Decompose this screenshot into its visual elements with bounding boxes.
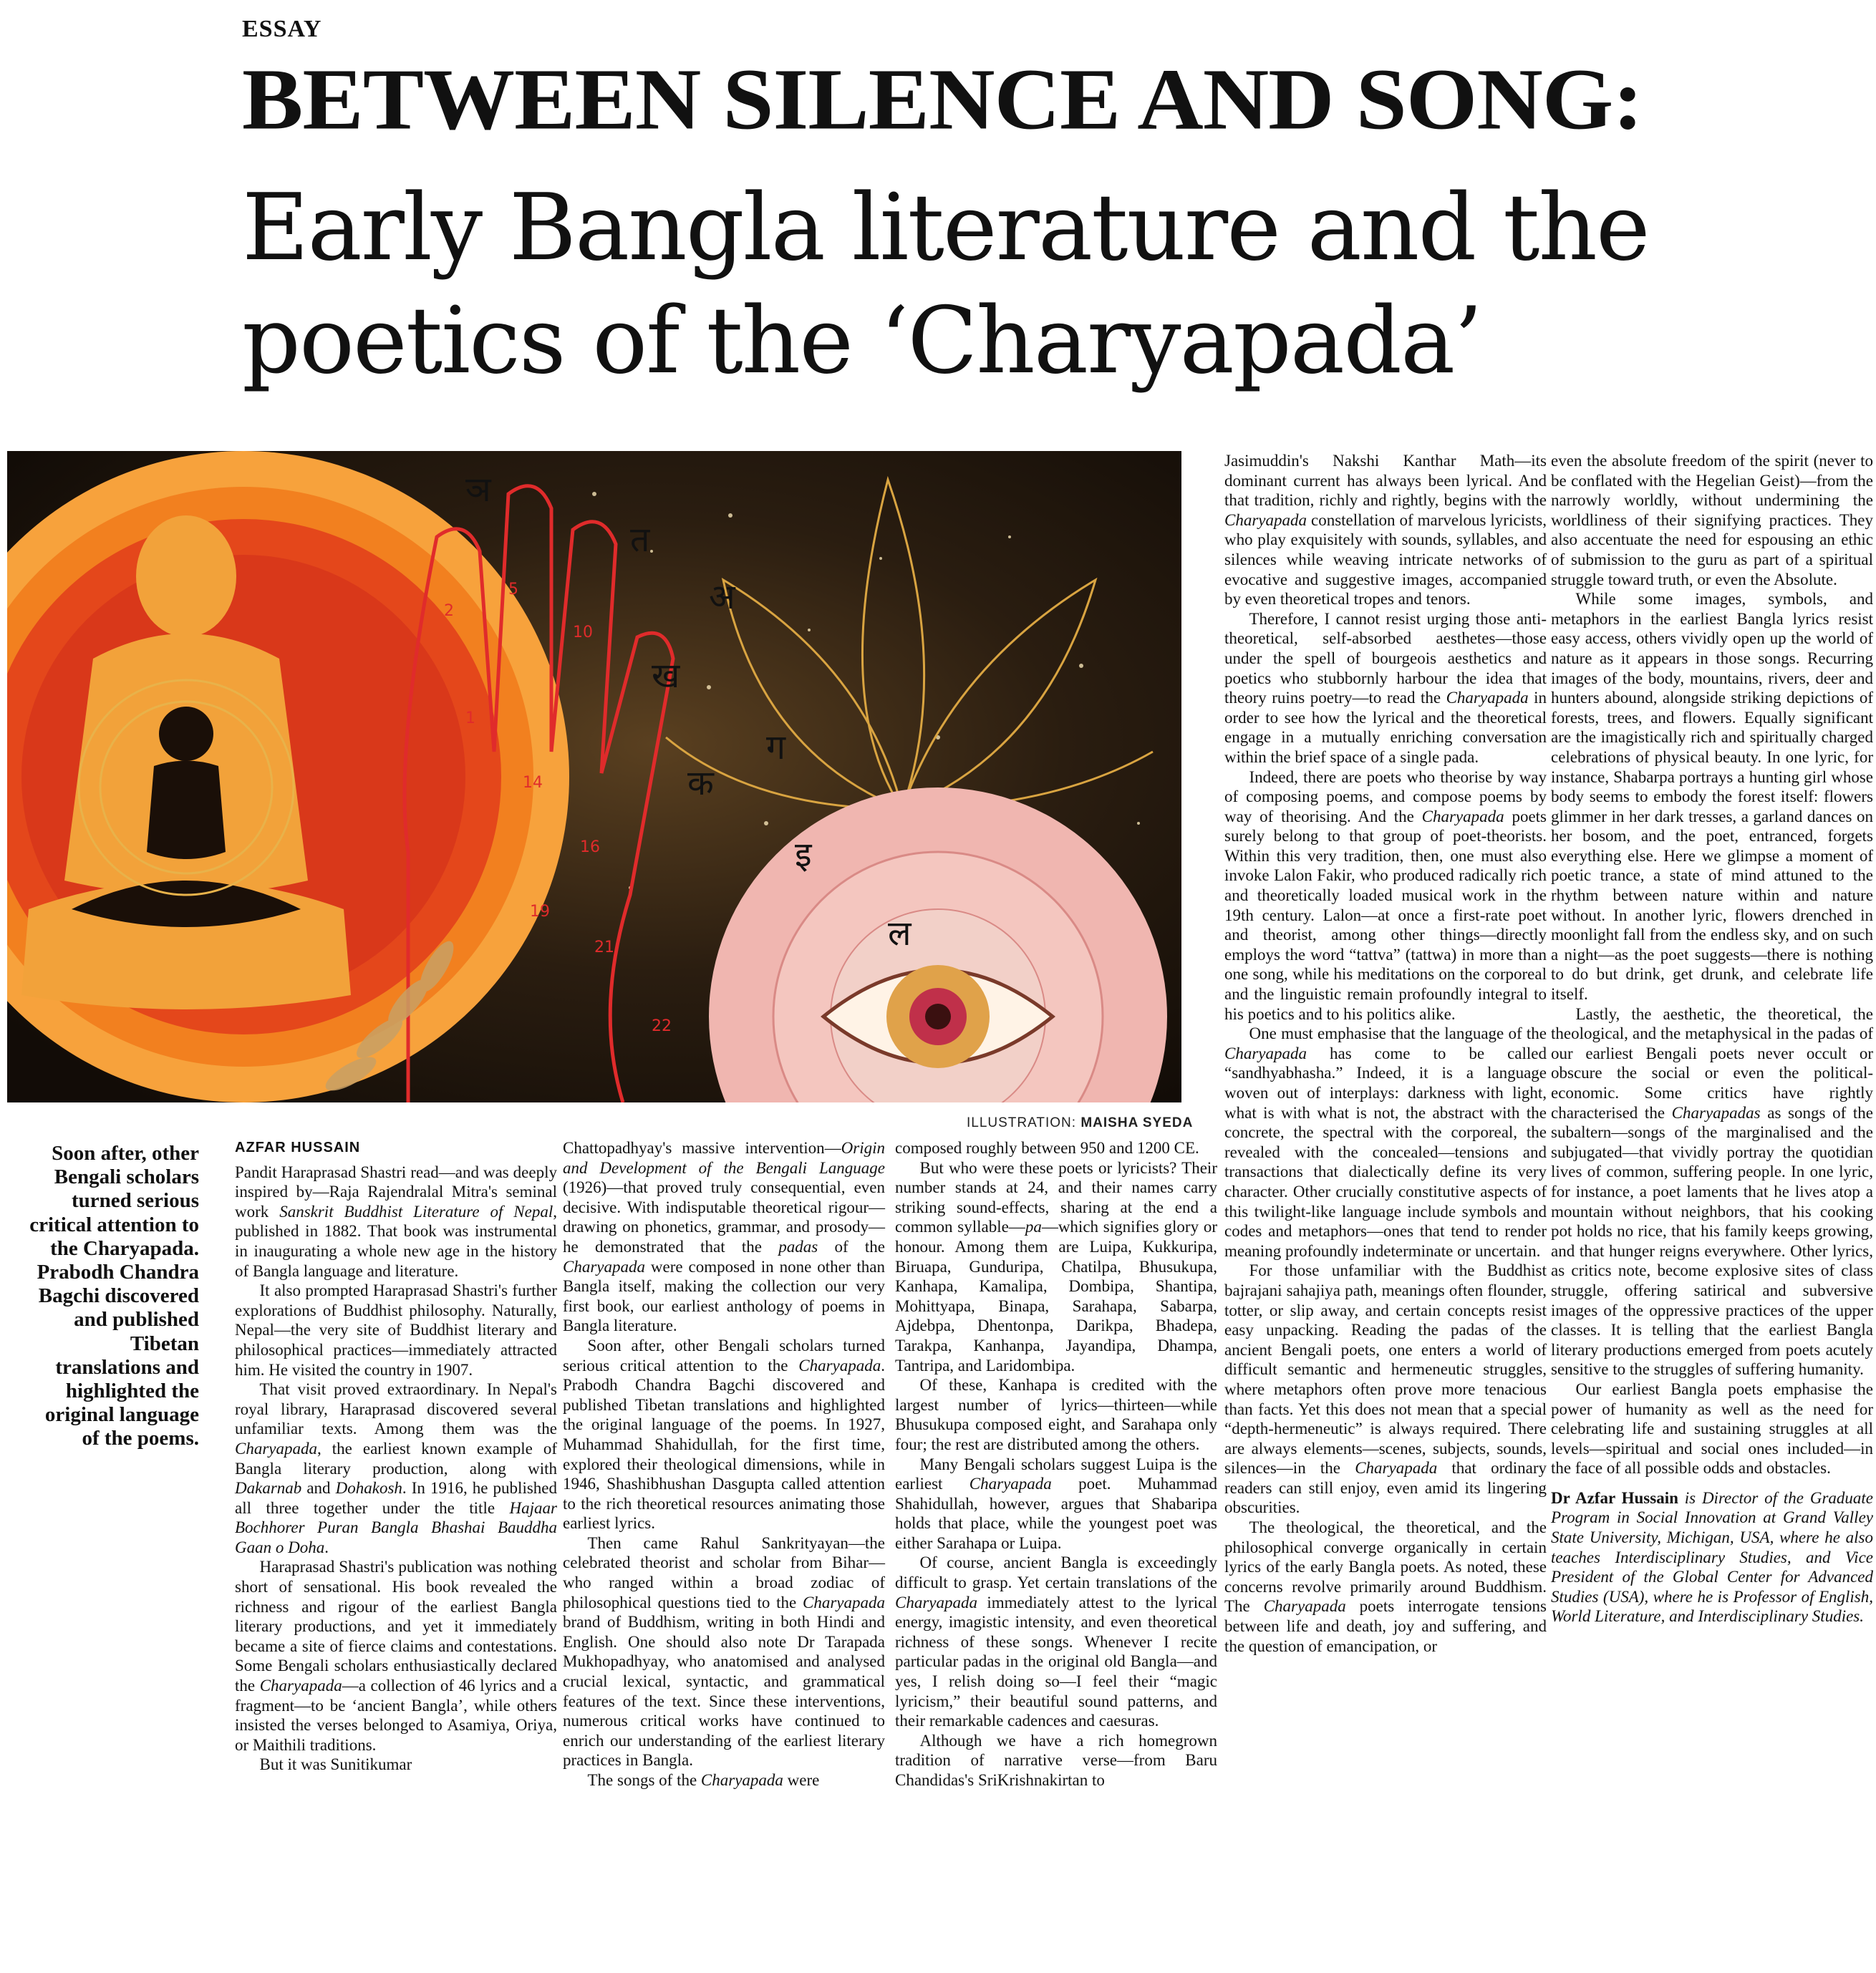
paragraph (235, 1281, 557, 1380)
svg-text:22: 22 (652, 1017, 672, 1035)
pull-quote: Soon after, other Bengali scholars turned serious critical attention to the Charyapada. Prabodh Chandra Bagchi discovered and published Tibetan translations and highlighted the original language of the poems. (29, 1142, 199, 1450)
svg-text:21: 21 (594, 939, 614, 956)
text-run: Our earliest Bangla poets emphasise the power of humanity as well as the need for celebrating life and sustaining struggles at all levels—spiritual and social ones included—in the face of all possible odds and obstacles. (1551, 1380, 1873, 1478)
svg-text:16: 16 (580, 838, 600, 856)
text-run: It also prompted Haraprasad Shastri's further explorations of Buddhist philosophy. Naturally, Nepal—the very site of Buddhist literary and philosophical practices—immediately attracted him. He visited the country in 1907. (235, 1281, 557, 1379)
text-run: —which signifies glory or honour. Among them are Luipa, Kukkuripa, Biruapa, Gunduripa, Chatilpa, Bhusukupa, Kanhapa, Kamalipa, Dombipa, Shantipa, Mohittyapa, Binapa, Sarahapa, Sabarpa, Ajdebpa, Dhentonpa, Darikpa, Bhadepa, Tarakpa, Kanhanpa, Jayandipa, Dhampa, Tantripa, and Laridombipa. (895, 1218, 1218, 1375)
text-run: For those unfamiliar with the Buddhist bajrajani sahajiya path, meanings often flounder, totter, or slip away, and certain concepts resist easy unpacking. Reading the padas of the ancient Bengali poets, one enters a world of difficult semantic and hermeneutic struggles, where metaphors often prove more tenacious than facts. Yet this does not mean that a special “depth-hermeneutic” is always required. There are always elements—scenes, subjects, sounds, silences—in the (1224, 1261, 1547, 1478)
svg-text:19: 19 (530, 903, 550, 921)
article-column-5 (1551, 451, 1873, 1627)
svg-text:10: 10 (573, 624, 593, 641)
paragraph (1551, 589, 1873, 1004)
italic-run: Charyapada (259, 1677, 342, 1695)
paragraph (895, 1158, 1217, 1376)
text-run: Of course, ancient Bangla is exceedingly difficult to grasp. Yet certain translations of the (895, 1553, 1217, 1592)
section-label: ESSAY (242, 16, 322, 42)
text-run: Then came Rahul Sankrityayan—the celebrated theorist and scholar from Bihar—who ranged within a broad zodiac of philosophical questions tied to the (563, 1533, 885, 1611)
article-column-4 (1224, 451, 1547, 1656)
text-run: of the (818, 1237, 886, 1256)
paragraph (563, 1138, 885, 1336)
paragraph (1224, 1261, 1547, 1518)
author-bio (1551, 1488, 1873, 1627)
column-body (895, 1138, 1217, 1790)
paragraph (1224, 451, 1547, 609)
text-run: While some images, symbols, and metaphors in the earliest Bangla lyrics resist easy access, others vividly open up the world of nature as it appears in those songs. Recurring images of the body, mountains, rivers, deer and hunters abound, alongside striking depictions of forests, trees, and flowers. Equally significant are the imagistically rich and spiritually charged celebrations of physical beauty. In one lyric, for instance, Shabarpa portrays a hunting girl whose body seems to embody the forest itself: flowers glimmer in her dark tresses, a garland dances on her bosom, and the poet, entranced, forgets everything else. Here we glimpse a moment of poetic trance, a state of mind attuned to the rhythm between nature within and nature without. In another lyric, flowers drenched in moonlight fall from the endless sky, and on such a night—as the poet suggests—there is nothing to do but drink, get drunk, and celebrate life itself. (1551, 590, 1873, 1004)
text-run: were (783, 1771, 820, 1789)
paragraph (895, 1455, 1217, 1553)
paragraph (563, 1533, 885, 1770)
text-run: Indeed, there are poets who theorise by way of composing poems, and compose poems by way of theorising. And the (1224, 767, 1547, 825)
text-run: Of these, Kanhapa is credited with the largest number of lyrics—thirteen—while Bhusukupa composed eight, and Sarahapa only four; the rest are distributed among the others. (895, 1376, 1217, 1453)
text-run: Jasimuddin's Nakshi Kanthar Math—its dominant current has always been lyrical. And that tradition, richly and rightly, begins with the (1224, 452, 1547, 510)
author-bio-text: is Director of the Graduate Program in Social Innovation at Grand Valley State University, Michigan, USA, where he also teaches Interdisciplinary Studies, and Vice President of the Global Center for Advanced Studies (USA), where he is Professor of English, World Literature, and Interdisciplinary Studies. (1551, 1488, 1874, 1626)
text-run: The theological, the theoretical, and the philosophical converge organically in certain lyrics of the early Bangla poets. As noted, these concerns revolve primarily around Buddhism. The (1224, 1518, 1547, 1616)
text-run: and (301, 1479, 336, 1498)
column-body (563, 1138, 885, 1790)
headline-kicker: BETWEEN SILENCE AND SONG: (242, 51, 1643, 147)
svg-text:इ: इ (795, 835, 812, 875)
italic-run: Charyapada (798, 1356, 881, 1375)
svg-text:2: 2 (444, 602, 454, 620)
text-run: (1926)—that proved truly consequential, even decisive. With indisputable theoretical rigour—drawing on phonetics, grammar, and prosody—he demonstrated that the (563, 1178, 885, 1256)
text-run: One must emphasise that the language of the (1249, 1024, 1547, 1043)
text-run: . (324, 1538, 329, 1556)
illustration-credit (967, 1115, 1193, 1131)
text-run: —a collection of 46 lyrics and a fragment—to be ‘ancient Bangla’, while others insisted the verses belonged to Asamiya, Oriya, or Maithili traditions. (235, 1677, 557, 1754)
italic-run: pa (1025, 1218, 1042, 1236)
svg-text:5: 5 (508, 581, 518, 598)
credit-prefix: ILLUSTRATION: (967, 1115, 1077, 1130)
text-run: has come to be called “sandhyabhasha.” Indeed, it is a language woven out of interplays: darkness with light, what is with what is not, the abstract with the concrete, the spectral with the corporeal, the revealed with the concealed—tensions and transactions that dialectically define its very character. Other crucially constitutive aspects of this twilight-like language include symbols and codes and metaphors—ones that tend to render meaning profoundly indeterminate or uncertain. (1224, 1044, 1547, 1260)
text-run: immediately attest to the lyrical energy, imagistic intensity, and even theoretical richness of these songs. Whenever I recite particular padas in the original old Bangla—and yes, I relish doing so—I feel their “magic lyricism,” their beautiful sound patterns, and their remarkable cadences and caesuras. (895, 1593, 1217, 1730)
svg-text:14: 14 (523, 774, 543, 792)
author-name: Dr Azfar Hussain (1551, 1488, 1678, 1507)
text-run: , published in 1882. That book was instrumental in inaugurating a whole new age in the history of Bangla language and literature. (235, 1202, 557, 1280)
paragraph (1551, 451, 1873, 589)
italic-run: Charyapada (1421, 807, 1504, 825)
text-run: were composed in none other than Bangla itself, making the collection our very first book, our earliest anthology of poems in Bangla literature. (563, 1257, 885, 1335)
article-column-2 (563, 1138, 885, 1790)
text-run: poets interrogate tensions between life and death, joy and suffering, and the question of emancipation, or (1224, 1597, 1547, 1655)
italic-run: Sanskrit Buddhist Literature of Nepal (279, 1202, 553, 1221)
svg-text:क: क (687, 763, 714, 803)
italic-run: Charyapada (563, 1257, 645, 1276)
paragraph (1551, 1380, 1873, 1478)
paragraph (235, 1380, 557, 1557)
italic-run: Hajaar Bochhorer Puran Bangla Bhashai Bauddha Gaan o Doha (235, 1498, 557, 1556)
svg-text:ख: ख (652, 656, 680, 696)
paragraph (563, 1770, 885, 1790)
text-run: The songs of the (587, 1771, 701, 1789)
text-run: composed roughly between 950 and 1200 CE. (895, 1139, 1199, 1157)
text-run: poets surely belong to that group of poet-theorists. Within this very tradition, then, one must also invoke Lalon Fakir, who produced radically rich and theoretically loaded musical work in the 19th century. Lalon—at once a first-rate poet and theorist, among other things—directly employs the word “tattva” (tattwa) in more than one song, while his meditations on the corporeal and the linguistic remain profoundly integral to his poetics and to his politics alike. (1224, 807, 1547, 1023)
text-run: in order to see how the lyrical and the theoretical engage in a mutually enriching conversation within the brief space of a single pada. (1224, 689, 1547, 766)
paragraph (895, 1553, 1217, 1730)
svg-text:त: त (630, 520, 650, 560)
paragraph (1224, 1518, 1547, 1656)
column-body (1224, 451, 1547, 1656)
text-run: Soon after, other Bengali scholars turned serious critical attention to the (563, 1336, 885, 1375)
italic-run: Dohakosh (335, 1479, 402, 1498)
text-run: brand of Buddhism, writing in both Hindi and English. One should also note Dr Tarapada Mukhopadhyay, who anatomised and analysed crucial lexical, syntactic, and grammatical features of the text. Since these interventions, numerous critical works have continued to enrich our understanding of the earliest literary practices in Bangla. (563, 1613, 885, 1770)
italic-run: Charyapada (1224, 1044, 1307, 1062)
paragraph (1224, 609, 1547, 767)
headline-main: Early Bangla literature and the poetics of the ‘Charyapada’ (242, 175, 1649, 394)
italic-run: Charyapada (1446, 689, 1529, 707)
italic-run: Charyapada (803, 1593, 885, 1611)
text-run: . In 1916, he published all three together under the title (235, 1479, 557, 1517)
text-run: That visit proved extraordinary. In Nepal's royal library, Haraprasad discovered several unfamiliar texts. Among them was the (235, 1380, 557, 1438)
italic-run: Charyapada (235, 1439, 317, 1458)
text-run: Therefore, I cannot resist urging those anti-theoretical, self-absorbed aesthetes—those under the spell of bourgeois aesthetics and poetics who stubbornly harbour the idea that theory ruins poetry—to read the (1224, 609, 1547, 707)
text-run: Although we have a rich homegrown tradition of narrative verse—from Baru Chandidas's SriKrishnakirtan to (895, 1731, 1217, 1789)
paragraph (1224, 1024, 1547, 1261)
text-run: that ordinary readers can still enjoy, even amid its lingering obscurities. (1224, 1459, 1547, 1517)
italic-run: Charyapada (1263, 1597, 1346, 1616)
italic-run: Dakarnab (235, 1479, 302, 1498)
text-run: Lastly, the aesthetic, the theoretical, the theological, and the metaphysical in the padas of our earliest Bengali poets never occult or obscure the social or even the political-economic. Some critics have rightly characterised the (1551, 1004, 1873, 1122)
italic-run: Charyapada (895, 1593, 977, 1611)
paragraph (563, 1336, 885, 1533)
text-run: Haraprasad Shastri's publication was nothing short of sensational. His book revealed the richness and rigour of the earliest Bangla literary productions, and yet it immediately became a site of fierce claims and contestations. Some Bengali scholars enthusiastically declared the (235, 1558, 557, 1695)
text-run: constellation of marvelous lyricists, who play exquisitely with sounds, syllables, and silences while weaving intricate networks of evocative and suggestive images, accompanied by even theoretical tropes and tenors. (1224, 510, 1547, 609)
article-column-1 (235, 1138, 557, 1775)
column-body (1551, 451, 1873, 1478)
paragraph (895, 1138, 1217, 1158)
svg-text:ग: ग (766, 727, 786, 767)
column-body (235, 1163, 557, 1775)
text-run: as songs of the subaltern—songs of the marginalised and the subjugated—that vividly portray the quotidian lives of common, suffering people. In one lyric, for instance, a poet laments that he lives atop a mountain without neighbors, that his cooking pot holds no rice, that his family keeps growing, and that hunger reigns everywhere. Other lyrics, as critics note, become explosive sites of class struggle, offering satirical and subversive images of the oppressive practices of the upper classes. It is telling that the earliest Bangla literary productions emerged from poets acutely sensitive to the struggles of suffering humanity. (1551, 1103, 1873, 1379)
svg-text:अ: अ (709, 577, 735, 617)
paragraph (1224, 767, 1547, 1024)
byline: AZFAR HUSSAIN (235, 1140, 361, 1155)
article-column-3 (895, 1138, 1217, 1790)
credit-name: MAISHA SYEDA (1080, 1115, 1194, 1130)
italic-run: Origin and Development of the Bengali Language (563, 1139, 885, 1177)
svg-text:ल: ल (888, 913, 912, 954)
text-run: Pandit Haraprasad Shastri read—and was deeply inspired by—Raja Rajendralal Mitra's seminal work (235, 1163, 557, 1221)
paragraph (235, 1755, 557, 1775)
italic-run: Charyapada (1224, 510, 1307, 529)
italic-run: Charyapada (1355, 1459, 1438, 1478)
text-run: Many Bengali scholars suggest Luipa is the earliest (895, 1455, 1217, 1493)
text-run: Chattopadhyay's massive intervention— (563, 1139, 841, 1157)
italic-run: Charyapadas (1671, 1103, 1761, 1122)
text-run: But who were these poets or lyricists? Their number stands at 24, and their names carry striking sound-effects, sharing at the end a common syllable— (895, 1158, 1217, 1236)
paragraph (235, 1163, 557, 1281)
paragraph (1551, 1004, 1873, 1380)
text-run: poet. Muhammad Shahidullah, however, argues that Shabaripa holds that place, while the youngest poet was either Sarahapa or Luipa. (895, 1475, 1218, 1552)
text-run: even the absolute freedom of the spirit (never to be conflated with the Hegelian Geist)—from the narrowly worldly, without undermining the worldliness of their signifying practices. They also accentuate the need for espousing an ethic of submission to the guru as part of a spiritual struggle toward truth, or even the Absolute. (1551, 452, 1873, 588)
text-run: , the earliest known example of Bangla literary production, along with (235, 1439, 557, 1478)
svg-text:1: 1 (465, 709, 475, 727)
paragraph (235, 1557, 557, 1755)
text-run: . Prabodh Chandra Bagchi discovered and published Tibetan translations and highlighted the original language of the poems. In 1927, Muhammad Shahidullah, for the first time, explored their theological dimensions, while in 1946, Shashibhushan Dasgupta called attention to the rich theoretical resources animating those earliest lyrics. (563, 1356, 885, 1533)
illustration (7, 451, 1181, 1102)
illustration-artwork (7, 451, 1181, 1102)
italic-run: Charyapada (969, 1475, 1052, 1493)
text-run: But it was Sunitikumar (259, 1755, 412, 1774)
svg-text:ञ: ञ (465, 470, 491, 510)
italic-run: Charyapada (700, 1771, 783, 1789)
paragraph (895, 1731, 1217, 1790)
paragraph (895, 1375, 1217, 1454)
italic-run: padas (778, 1237, 818, 1256)
